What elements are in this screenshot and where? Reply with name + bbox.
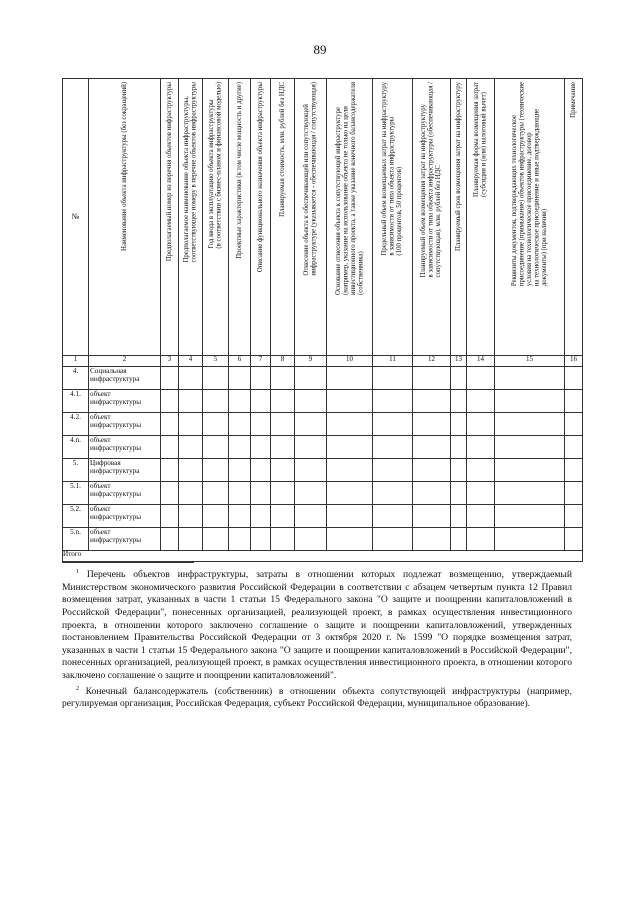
empty-cell <box>229 505 251 528</box>
header-cell <box>495 79 565 356</box>
empty-cell <box>413 528 451 551</box>
empty-cell <box>161 413 179 436</box>
empty-cell <box>271 390 295 413</box>
header-text: Планируемый срок возмещения затрат на инфраструктуру <box>454 82 462 251</box>
empty-cell <box>295 459 327 482</box>
footnote-2-text: Конечный балансодержатель (собственник) в отношении объекта сопутствующей инфраструктуры (например, регулируемая организация, Российская Федерация, субъект Российской Федерации, муниципальное образование). <box>62 685 572 710</box>
empty-cell <box>495 459 565 482</box>
empty-cell <box>451 390 467 413</box>
empty-cell <box>467 459 495 482</box>
header-cell <box>203 79 229 356</box>
empty-cell <box>373 459 413 482</box>
column-number: 3 <box>161 356 179 367</box>
empty-cell <box>495 528 565 551</box>
empty-cell <box>495 367 565 390</box>
empty-cell <box>565 459 583 482</box>
empty-cell <box>251 390 271 413</box>
row-name: Цифровая инфраструктура <box>89 459 161 482</box>
empty-cell <box>467 505 495 528</box>
empty-cell <box>229 367 251 390</box>
empty-cell <box>327 482 373 505</box>
empty-cell <box>495 413 565 436</box>
header-text: Предполагаемое наименование объекта инфраструктуры, соответствующее номеру в перечне объектов инфраструктуры <box>183 82 198 263</box>
empty-cell <box>251 505 271 528</box>
footnote-1 <box>62 566 572 683</box>
empty-cell <box>451 367 467 390</box>
column-number: 15 <box>495 356 565 367</box>
empty-cell <box>565 436 583 459</box>
empty-cell <box>179 528 203 551</box>
infrastructure-table <box>62 78 583 562</box>
empty-cell <box>467 528 495 551</box>
footnote-1-text: Перечень объектов инфраструктуры, затраты в отношении которых подлежат возмещению, утверждаемый Министерством экономического развития Российской Федерации в соответствии с абзацем четвертым пункта 12 Правил возмещения затрат, указанных в части 1 статьи 15 Федерального закона "О защите и поощрении капиталовложений в Российской Федерации", понесенных организацией, реализующей проект, в рамках осуществления инвестиционного проекта, в отношении которого заключено соглашение о защите и поощрении капиталовложений, утвержденных постановлением Правительства Российской Федерации от 3 октября 2020 г. № 1599 "О порядке возмещения затрат, указанных в части 1 статьи 15 Федерального закона "О защите и поощрении капиталовложений в Российской Федерации", понесенных организацией, реализующей проект, в рамках осуществления инвестиционного проекта, в отношении которого заключено соглашение о защите и поощрении капиталовложений". <box>62 569 572 681</box>
empty-cell <box>161 390 179 413</box>
empty-cell <box>327 505 373 528</box>
column-number: 1 <box>63 356 89 367</box>
column-number: 7 <box>251 356 271 367</box>
column-number: 2 <box>89 356 161 367</box>
empty-cell <box>467 436 495 459</box>
empty-cell <box>179 413 203 436</box>
total-row <box>63 551 583 562</box>
header-cell <box>271 79 295 356</box>
column-number: 16 <box>565 356 583 367</box>
empty-cell <box>161 367 179 390</box>
header-cell <box>565 79 583 356</box>
table-row <box>63 505 583 528</box>
empty-cell <box>451 459 467 482</box>
empty-cell <box>495 390 565 413</box>
empty-cell <box>451 413 467 436</box>
page-number: 89 <box>313 42 327 57</box>
empty-cell <box>161 505 179 528</box>
column-number: 4 <box>179 356 203 367</box>
empty-cell <box>413 505 451 528</box>
empty-cell <box>373 528 413 551</box>
empty-cell <box>251 482 271 505</box>
row-number: 5.1. <box>63 482 89 505</box>
empty-cell <box>251 413 271 436</box>
empty-cell <box>295 390 327 413</box>
table-row <box>63 367 583 390</box>
row-name: Социальная инфраструктура <box>89 367 161 390</box>
column-number: 14 <box>467 356 495 367</box>
empty-cell <box>565 413 583 436</box>
empty-cell <box>203 528 229 551</box>
empty-cell <box>373 436 413 459</box>
header-text: Предельный объем возмещаемых затрат на инфраструктуру в зависимости от типа объекта инфраструктуры (100 процентов, 50 процентов) <box>381 82 404 256</box>
empty-cell <box>161 459 179 482</box>
empty-cell <box>565 505 583 528</box>
column-number: 8 <box>271 356 295 367</box>
empty-cell <box>467 482 495 505</box>
column-number: 5 <box>203 356 229 367</box>
table-header-row <box>63 79 583 356</box>
empty-cell <box>179 390 203 413</box>
row-number: 4.2. <box>63 413 89 436</box>
empty-cell <box>229 436 251 459</box>
header-text: Описание функционального назначения объекта инфраструктуры <box>256 82 264 273</box>
empty-cell <box>451 482 467 505</box>
header-text: Год ввода в эксплуатацию объекта инфраструктуры (в соответствии с бизнес-планом и финансовой моделью) <box>208 82 223 249</box>
empty-cell <box>327 390 373 413</box>
empty-cell <box>327 367 373 390</box>
empty-cell <box>565 482 583 505</box>
table-body <box>63 367 583 551</box>
empty-cell <box>251 367 271 390</box>
row-number: 4.n. <box>63 436 89 459</box>
footnote-separator <box>62 562 194 563</box>
header-cell <box>229 79 251 356</box>
header-cell <box>179 79 203 356</box>
empty-cell <box>251 459 271 482</box>
header-text: Реквизиты документов, подтверждающих технологическое присоединение (примыкание) объектов инфраструктуры (технические условия на технологическое присоединение, договор на технологическое присоединение и иные подтверждающие документы) (при наличии) <box>510 82 548 287</box>
row-name: объект инфраструктуры <box>89 528 161 551</box>
footnote-2-mark: 2 <box>76 685 79 692</box>
column-number: 10 <box>327 356 373 367</box>
empty-cell <box>203 505 229 528</box>
empty-cell <box>327 436 373 459</box>
empty-cell <box>413 436 451 459</box>
header-cell <box>467 79 495 356</box>
row-number: 5. <box>63 459 89 482</box>
header-cell <box>373 79 413 356</box>
empty-cell <box>565 390 583 413</box>
empty-cell <box>413 367 451 390</box>
empty-cell <box>295 482 327 505</box>
empty-cell <box>161 436 179 459</box>
empty-cell <box>467 390 495 413</box>
row-name: объект инфраструктуры <box>89 436 161 459</box>
empty-cell <box>467 367 495 390</box>
empty-cell <box>271 505 295 528</box>
row-name: объект инфраструктуры <box>89 413 161 436</box>
empty-cell <box>203 459 229 482</box>
empty-cell <box>229 390 251 413</box>
total-label: Итого <box>63 551 583 562</box>
empty-cell <box>161 482 179 505</box>
empty-cell <box>413 459 451 482</box>
empty-cell <box>373 390 413 413</box>
empty-cell <box>495 436 565 459</box>
header-text: Отнесение объекта к обеспечивающей или сопутствующей инфраструктуре (указывается - обеспечивающая / сопутствующая) <box>303 82 318 276</box>
header-text: Проектные характеристики (в том числе мощность и другие) <box>235 82 243 259</box>
empty-cell <box>495 505 565 528</box>
empty-cell <box>229 413 251 436</box>
empty-cell <box>203 436 229 459</box>
empty-cell <box>327 459 373 482</box>
header-cell <box>295 79 327 356</box>
table-row <box>63 459 583 482</box>
empty-cell <box>295 528 327 551</box>
header-cell <box>89 79 161 356</box>
row-name: объект инфраструктуры <box>89 482 161 505</box>
empty-cell <box>467 413 495 436</box>
header-cell <box>327 79 373 356</box>
empty-cell <box>271 459 295 482</box>
empty-cell <box>565 367 583 390</box>
table-row <box>63 482 583 505</box>
empty-cell <box>229 482 251 505</box>
empty-cell <box>295 367 327 390</box>
column-number: 13 <box>451 356 467 367</box>
row-name: объект инфраструктуры <box>89 390 161 413</box>
empty-cell <box>179 367 203 390</box>
header-text: Планируемая стоимость, млн. рублей без НДС <box>278 82 286 217</box>
empty-cell <box>229 459 251 482</box>
empty-cell <box>203 413 229 436</box>
row-number: 4. <box>63 367 89 390</box>
empty-cell <box>271 528 295 551</box>
empty-cell <box>373 482 413 505</box>
empty-cell <box>229 528 251 551</box>
empty-cell <box>179 505 203 528</box>
empty-cell <box>179 482 203 505</box>
empty-cell <box>327 413 373 436</box>
header-cell <box>161 79 179 356</box>
footnotes <box>62 566 572 711</box>
empty-cell <box>203 482 229 505</box>
column-number: 12 <box>413 356 451 367</box>
table-row <box>63 390 583 413</box>
row-number: 5.2. <box>63 505 89 528</box>
empty-cell <box>161 528 179 551</box>
header-text: Основание отнесения объекта к сопутствующей инфраструктуре (например, указание на использование объекта не только на цели инвестиционного проекта, а также указание конечного балансодержателя (собственника) <box>334 82 364 295</box>
empty-cell <box>295 436 327 459</box>
empty-cell <box>451 505 467 528</box>
header-number: № <box>63 79 89 356</box>
empty-cell <box>203 367 229 390</box>
header-text: Примечание <box>569 82 577 118</box>
header-cell <box>413 79 451 356</box>
row-number: 5.n. <box>63 528 89 551</box>
empty-cell <box>203 390 229 413</box>
row-name: объект инфраструктуры <box>89 505 161 528</box>
column-number: 11 <box>373 356 413 367</box>
empty-cell <box>451 436 467 459</box>
empty-cell <box>271 367 295 390</box>
empty-cell <box>565 528 583 551</box>
header-text: Планируемый объем возмещения затрат на инфраструктуру в зависимости от типа объекта инфраструктуры (обеспечивающая / сопутствующая), млн. рублей без НДС <box>420 82 443 278</box>
footnote-2 <box>62 683 572 711</box>
empty-cell <box>413 390 451 413</box>
empty-cell <box>413 413 451 436</box>
empty-cell <box>271 482 295 505</box>
empty-cell <box>451 528 467 551</box>
header-cell <box>451 79 467 356</box>
empty-cell <box>251 436 271 459</box>
empty-cell <box>179 459 203 482</box>
empty-cell <box>271 413 295 436</box>
header-text: Планируемая форма возмещения затрат (субсидия и (или) налоговый вычет) <box>473 82 488 197</box>
column-number: 6 <box>229 356 251 367</box>
empty-cell <box>373 413 413 436</box>
empty-cell <box>373 505 413 528</box>
header-text: Наименование объекта инфраструктуры (без сокращений) <box>120 82 128 251</box>
empty-cell <box>373 367 413 390</box>
column-number: 9 <box>295 356 327 367</box>
row-number: 4.1. <box>63 390 89 413</box>
header-cell <box>251 79 271 356</box>
table-row <box>63 528 583 551</box>
empty-cell <box>295 413 327 436</box>
table-row <box>63 413 583 436</box>
empty-cell <box>271 436 295 459</box>
empty-cell <box>295 505 327 528</box>
header-text: Предполагаемый номер из перечня объектов инфраструктуры <box>165 82 173 262</box>
empty-cell <box>251 528 271 551</box>
empty-cell <box>327 528 373 551</box>
table-row <box>63 436 583 459</box>
column-number-row <box>63 356 583 367</box>
footnote-1-mark: 1 <box>76 569 79 575</box>
empty-cell <box>495 482 565 505</box>
empty-cell <box>413 482 451 505</box>
empty-cell <box>179 436 203 459</box>
